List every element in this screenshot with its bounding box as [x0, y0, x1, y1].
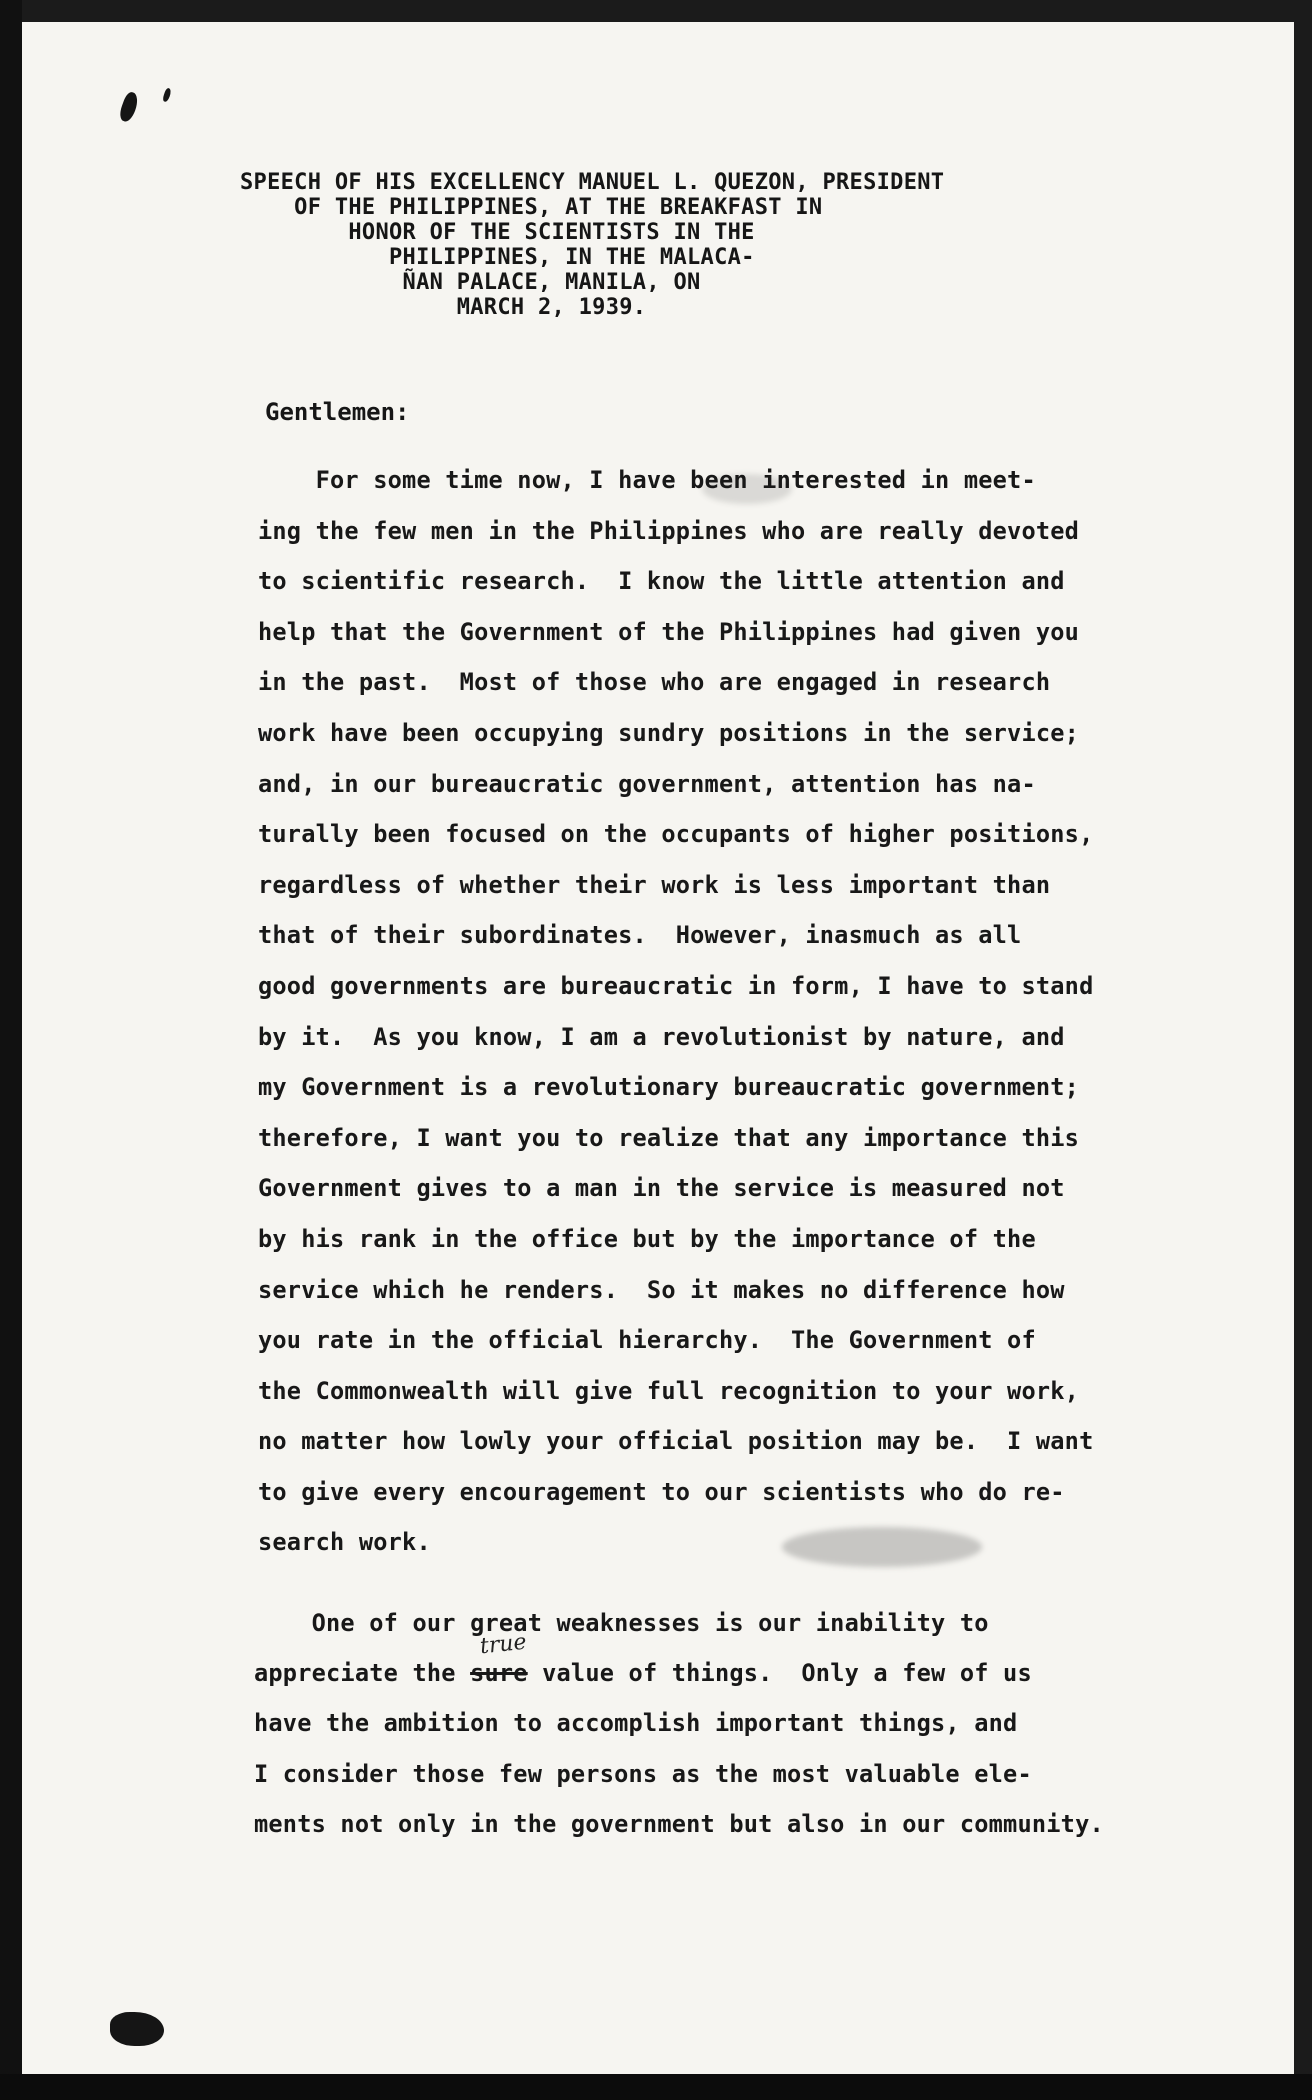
handwritten-correction: true: [478, 1629, 528, 1660]
title-line: PHILIPPINES, IN THE MALACA-: [240, 245, 755, 270]
text-line: service which he renders. So it makes no difference how: [258, 1275, 1065, 1304]
text-line: have the ambition to accomplish important things, and: [254, 1709, 1018, 1738]
text-line: One of our great weaknesses is our inability to: [254, 1609, 989, 1637]
scan-border-bottom: [0, 2074, 1312, 2100]
text-line: Government gives to a man in the service is measured not: [258, 1174, 1065, 1203]
title-line: SPEECH OF HIS EXCELLENCY MANUEL L. QUEZON, PRESIDENT: [240, 170, 945, 195]
text-line: search work.: [258, 1528, 431, 1557]
text-line: the Commonwealth will give full recognition to your work,: [258, 1376, 1080, 1405]
scan-border-left: [0, 0, 22, 2100]
title-line: HONOR OF THE SCIENTISTS IN THE: [240, 220, 755, 245]
struck-word: sure: [470, 1659, 528, 1688]
text-line: turally been focused on the occupants of higher positions,: [258, 820, 1094, 849]
line-prefix: appreciate the: [254, 1659, 471, 1688]
title-line: ÑAN PALACE, MANILA, ON: [240, 270, 701, 295]
paragraph-2: [254, 1598, 1194, 1849]
text-line: ments not only in the government but also in our community.: [254, 1809, 1104, 1838]
text-line: my Government is a revolutionary bureaucratic government;: [258, 1073, 1080, 1102]
text-line: to scientific research. I know the little attention and: [258, 567, 1065, 596]
text-line: by it. As you know, I am a revolutionist by nature, and: [258, 1022, 1065, 1051]
ink-mark: [117, 91, 140, 124]
text-line: regardless of whether their work is less important than: [258, 870, 1051, 899]
text-line: in the past. Most of those who are engaged in research: [258, 668, 1051, 697]
title-line: MARCH 2, 1939.: [240, 295, 647, 320]
salutation: Gentlemen:: [265, 398, 410, 426]
text-line: help that the Government of the Philippines had given you: [258, 617, 1080, 646]
text-line-with-correction: [254, 1648, 1194, 1698]
corner-ink-blot: [110, 2012, 164, 2046]
paragraph-1: [258, 455, 1198, 1568]
text-line: work have been occupying sundry positions in the service;: [258, 718, 1080, 747]
text-line: good governments are bureaucratic in form, I have to stand: [258, 971, 1094, 1000]
text-line: no matter how lowly your official position may be. I want: [258, 1427, 1094, 1456]
text-line: ing the few men in the Philippines who are really devoted: [258, 516, 1080, 545]
text-line: For some time now, I have been interested in meet-: [258, 466, 1036, 494]
text-line: to give every encouragement to our scientists who do re-: [258, 1477, 1065, 1506]
speech-title: [240, 170, 1140, 320]
text-line: you rate in the official hierarchy. The Government of: [258, 1326, 1036, 1355]
line-suffix: value of things. Only a few of us: [527, 1659, 1032, 1688]
text-line: by his rank in the office but by the importance of the: [258, 1224, 1036, 1253]
text-line: and, in our bureaucratic government, attention has na-: [258, 769, 1036, 798]
text-line: I consider those few persons as the most valuable ele-: [254, 1759, 1032, 1788]
ink-mark-small: [162, 87, 172, 102]
text-line: therefore, I want you to realize that any importance this: [258, 1123, 1080, 1152]
title-line: OF THE PHILIPPINES, AT THE BREAKFAST IN: [240, 195, 823, 220]
text-line: that of their subordinates. However, inasmuch as all: [258, 921, 1022, 950]
